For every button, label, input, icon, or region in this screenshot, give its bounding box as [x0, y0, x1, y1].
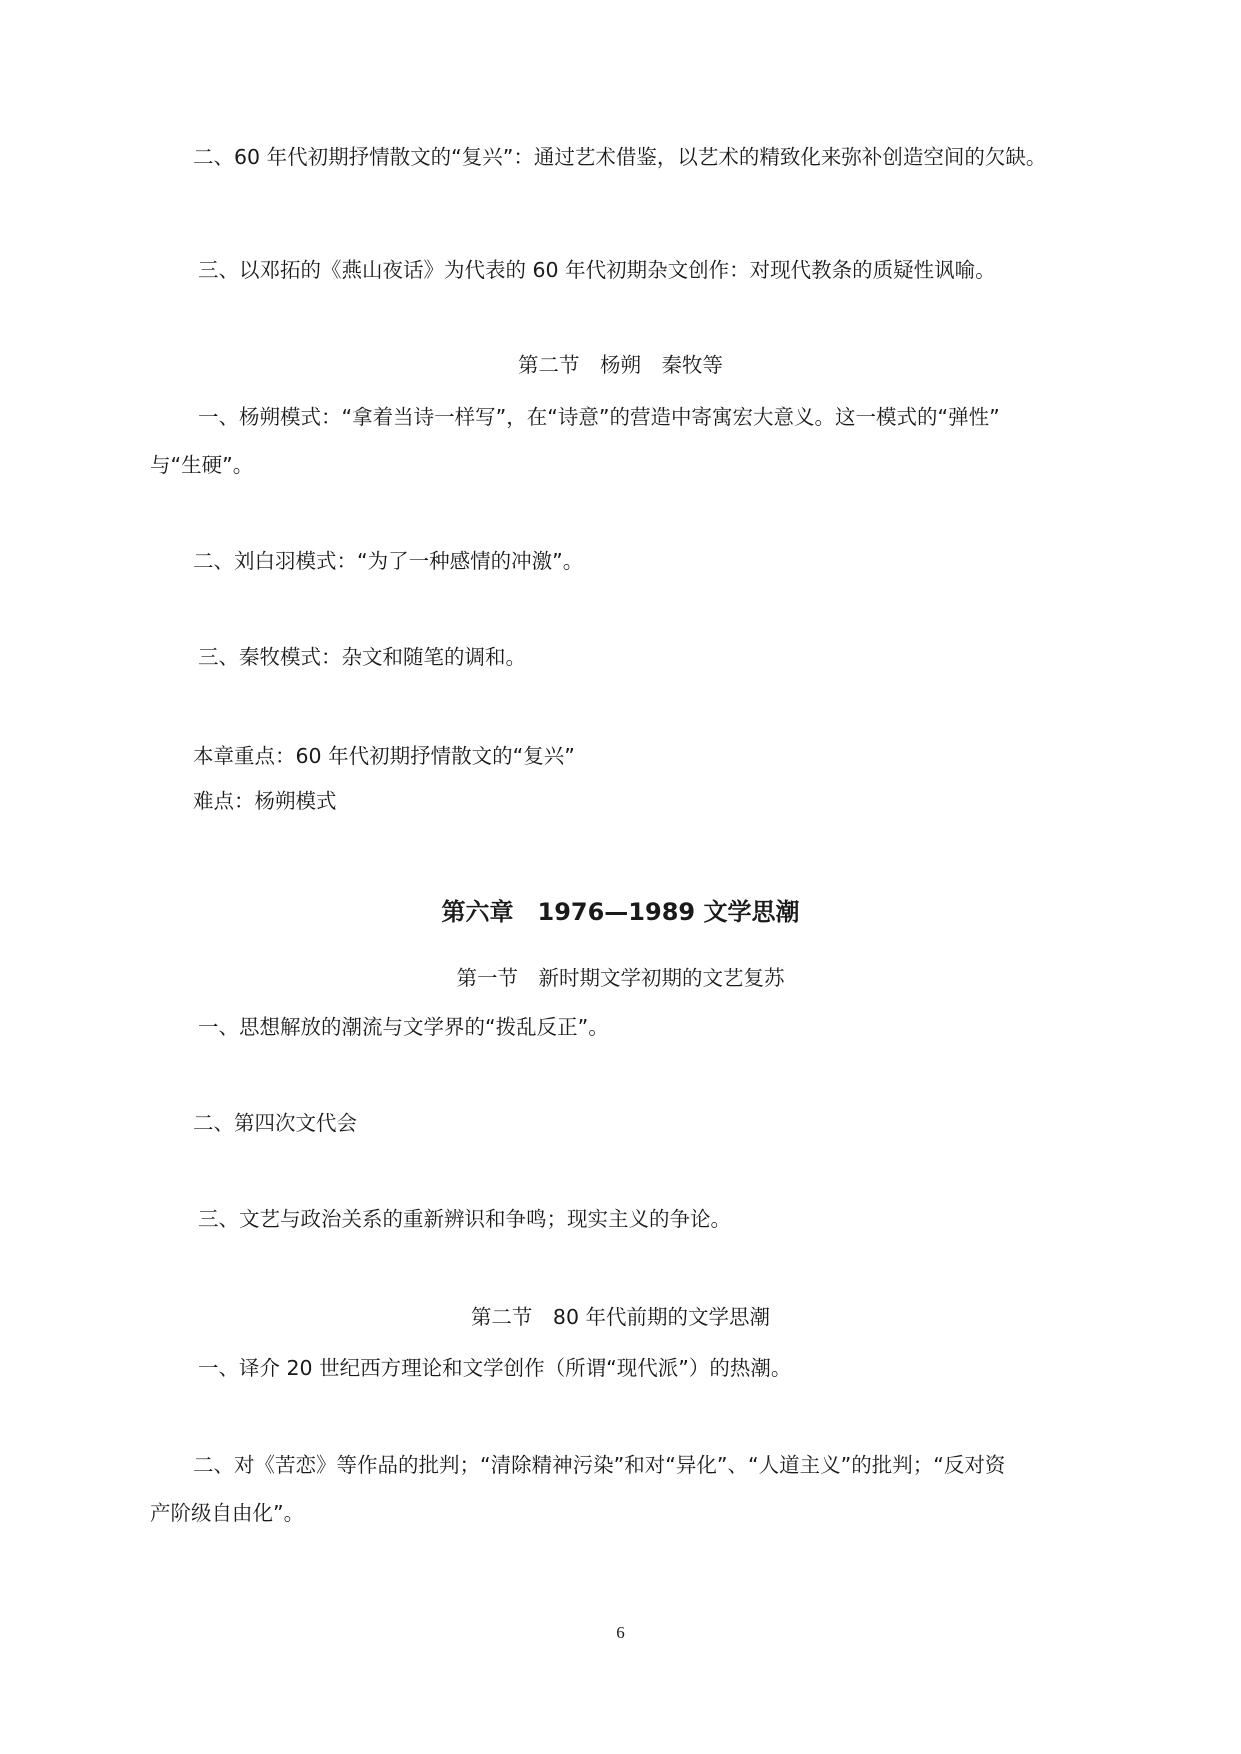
section-title-early-80s: 第二节 80 年代前期的文学思潮 — [470, 1305, 771, 1329]
section-title-yang-shuo-qin-mu: 第二节 杨朔 秦牧等 — [518, 353, 723, 377]
paragraph-liu-baiyu-mode: 二、刘白羽模式：“为了一种感情的冲激”。 — [193, 549, 584, 573]
paragraph-literature-politics: 三、文艺与政治关系的重新辨识和争鸣；现实主义的争论。 — [198, 1207, 731, 1231]
section-title-new-era-revival: 第一节 新时期文学初期的文艺复苏 — [456, 966, 785, 990]
paragraph-yang-shuo-mode: 一、杨朔模式：“拿着当诗一样写”，在“诗意”的营造中寄寓宏大意义。这一模式的“弹性” — [198, 405, 1000, 429]
key-point-line: 本章重点：60 年代初期抒情散文的“复兴” — [193, 744, 575, 768]
page-number: 6 — [616, 1623, 625, 1642]
paragraph-yang-shuo-mode-cont: 与“生硬”。 — [150, 453, 254, 477]
paragraph-western-theory: 一、译介 20 世纪西方理论和文学创作（所谓“现代派”）的热潮。 — [198, 1356, 792, 1380]
paragraph-criticism: 二、对《苦恋》等作品的批判；“清除精神污染”和对“异化”、“人道主义”的批判；“反对资 — [193, 1453, 1006, 1477]
paragraph-qin-mu-mode: 三、秦牧模式：杂文和随笔的调和。 — [198, 645, 526, 669]
paragraph-fourth-congress: 二、第四次文代会 — [193, 1111, 357, 1135]
chapter-title: 第六章 1976—1989 文学思潮 — [441, 898, 800, 926]
paragraph-thought-liberation: 一、思想解放的潮流与文学界的“拨乱反正”。 — [198, 1015, 609, 1039]
difficulty-line: 难点：杨朔模式 — [193, 789, 337, 813]
paragraph-criticism-cont: 产阶级自由化”。 — [150, 1501, 305, 1525]
paragraph-lyrical-prose-revival: 二、60 年代初期抒情散文的“复兴”：通过艺术借鉴，以艺术的精致化来弥补创造空间的欠缺。 — [193, 145, 1047, 169]
paragraph-deng-tuo-essays: 三、以邓拓的《燕山夜话》为代表的 60 年代初期杂文创作：对现代教条的质疑性讽喻。 — [198, 258, 996, 282]
